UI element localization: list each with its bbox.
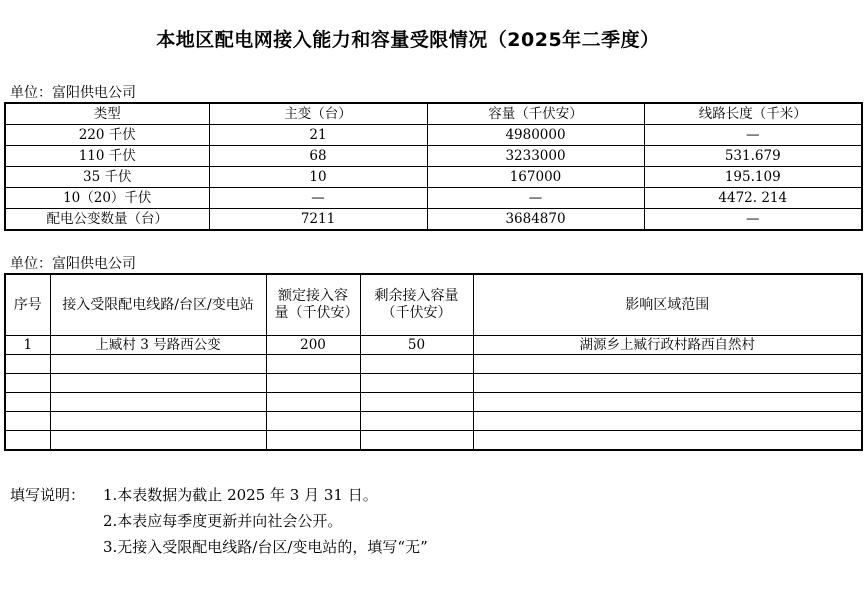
header-cell: 影响区域范围	[473, 274, 862, 336]
table-row	[5, 125, 862, 146]
table-cell	[266, 431, 360, 451]
table-cell	[50, 412, 266, 431]
table-cell: —	[427, 188, 644, 209]
header-cell: 主变（台）	[209, 103, 427, 125]
table-cell	[266, 374, 360, 393]
table-row	[5, 374, 862, 393]
unit-label-2: 单位：富阳供电公司	[10, 256, 136, 272]
table-cell	[360, 393, 473, 412]
table-cell	[360, 412, 473, 431]
table-cell: 68	[209, 146, 427, 167]
table-cell	[5, 393, 50, 412]
note-row	[10, 482, 428, 508]
table-row	[5, 209, 862, 231]
table-cell	[266, 412, 360, 431]
table-row	[5, 393, 862, 412]
table-cell: 167000	[427, 167, 644, 188]
header-cell: 类型	[5, 103, 209, 125]
header-cell: 线路长度（千米）	[644, 103, 862, 125]
table-row	[5, 167, 862, 188]
table-cell: 7211	[209, 209, 427, 231]
header-cell: 容量（千伏安）	[427, 103, 644, 125]
header-cell: 剩余接入容量（千伏安）	[360, 274, 473, 336]
table-cell: 4980000	[427, 125, 644, 146]
header-cell: 额定接入容量（千伏安）	[266, 274, 360, 336]
table-cell	[5, 412, 50, 431]
table-cell: 35 千伏	[5, 167, 209, 188]
table-cell: 10	[209, 167, 427, 188]
notes-label: 填写说明：	[10, 486, 86, 504]
table-row	[5, 412, 862, 431]
table-cell: —	[644, 125, 862, 146]
table-cell: 50	[360, 336, 473, 355]
table-cell	[473, 393, 862, 412]
table-cell: —	[209, 188, 427, 209]
header-cell: 序号	[5, 274, 50, 336]
table-cell	[360, 374, 473, 393]
note-item: 2.本表应每季度更新并向社会公开。	[103, 512, 343, 530]
note-row	[10, 508, 428, 534]
table-row	[5, 188, 862, 209]
table-cell: 531.679	[644, 146, 862, 167]
unit-label-1: 单位：富阳供电公司	[10, 85, 136, 101]
restricted-capacity-table	[4, 273, 863, 451]
table-header-row	[5, 103, 862, 125]
table-cell: —	[644, 209, 862, 231]
table-cell	[50, 374, 266, 393]
table-cell	[473, 431, 862, 451]
table-cell: 上臧村 3 号路西公变	[50, 336, 266, 355]
capacity-table	[4, 102, 863, 231]
table-cell: 3684870	[427, 209, 644, 231]
table-row	[5, 146, 862, 167]
table-cell: 10（20）千伏	[5, 188, 209, 209]
table-cell: 200	[266, 336, 360, 355]
table-cell: 110 千伏	[5, 146, 209, 167]
table-cell	[360, 355, 473, 374]
table-cell: 3233000	[427, 146, 644, 167]
table-cell: 220 千伏	[5, 125, 209, 146]
table-cell	[5, 374, 50, 393]
note-row	[10, 534, 428, 560]
table-row	[5, 355, 862, 374]
table-cell: 21	[209, 125, 427, 146]
table-cell	[5, 431, 50, 451]
note-item: 3.无接入受限配电线路/台区/变电站的，填写“无”	[103, 538, 428, 556]
table-cell	[50, 431, 266, 451]
page-title: 本地区配电网接入能力和容量受限情况（2025年二季度）	[156, 29, 660, 51]
table-cell: 4472. 214	[644, 188, 862, 209]
fill-instructions	[10, 482, 428, 560]
table-row	[5, 431, 862, 451]
table-cell: 湖源乡上臧行政村路西自然村	[473, 336, 862, 355]
note-item: 1.本表数据为截止 2025 年 3 月 31 日。	[103, 486, 378, 504]
table-header-row	[5, 274, 862, 336]
table-cell: 1	[5, 336, 50, 355]
table-cell	[473, 412, 862, 431]
table-cell	[50, 393, 266, 412]
table-cell	[50, 355, 266, 374]
header-cell: 接入受限配电线路/台区/变电站	[50, 274, 266, 336]
table-cell	[473, 355, 862, 374]
table-cell	[266, 355, 360, 374]
table-cell	[266, 393, 360, 412]
table-cell	[473, 374, 862, 393]
table-cell	[5, 355, 50, 374]
table-cell	[360, 431, 473, 451]
table-row	[5, 336, 862, 355]
table-cell: 195.109	[644, 167, 862, 188]
table-cell: 配电公变数量（台）	[5, 209, 209, 231]
